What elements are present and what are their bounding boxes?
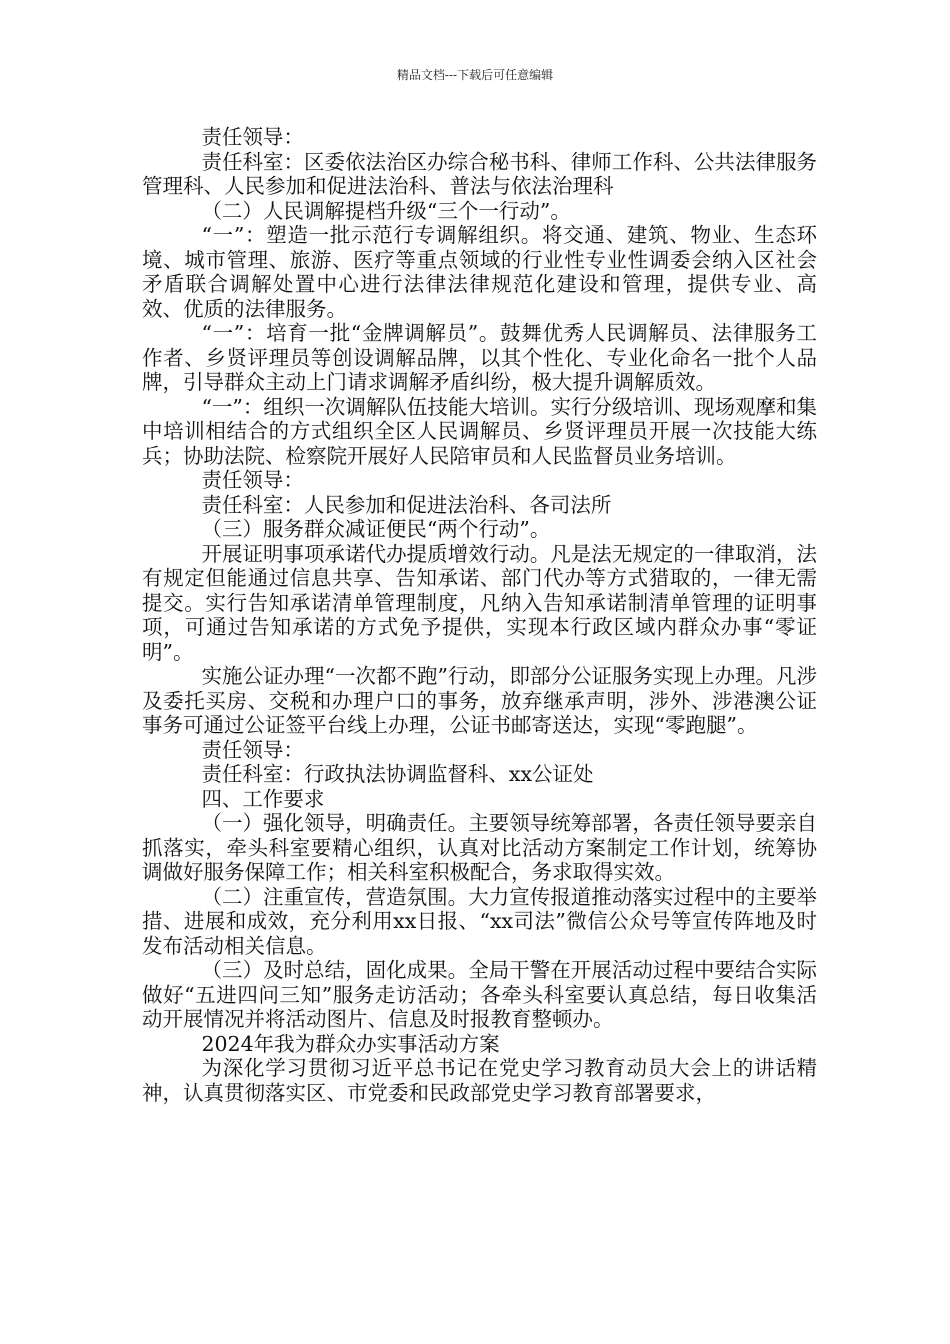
paragraph: 实施公证办理“一次都不跑”行动，即部分公证服务实现上办理。凡涉及委托买房、交税和办理户口的事务，放弃继承声明，涉外、涉港澳公证事务可通过公证签平台线上办理，公证书邮寄送达，实现“零跑腿”。 [142, 664, 817, 737]
paragraph: 责任科室：区委依法治区办综合秘书科、律师工作科、公共法律服务管理科、人民参加和促进法治科、普法与依法治理科 [142, 149, 817, 198]
paragraph: “一”：组织一次调解队伍技能大培训。实行分级培训、现场观摩和集中培训相结合的方式组织全区人民调解员、乡贤评理员开展一次技能大练兵；协助法院、检察院开展好人民陪审员和人民监督员业务培训。 [142, 394, 817, 468]
paragraph: 责任科室：人民参加和促进法治科、各司法所 [201, 492, 612, 517]
paragraph: 为深化学习贯彻习近平总书记在党史学习教育动员大会上的讲话精神，认真贯彻落实区、市党委和民政部党史学习教育部署要求， [142, 1056, 817, 1105]
section-heading: 四、工作要求 [201, 786, 325, 811]
page-header: 精品文档---下载后可任意编辑 [396, 68, 554, 82]
paragraph: （一）强化领导，明确责任。主要领导统筹部署，各责任领导要亲自抓落实，牵头科室要精心组织，认真对比活动方案制定工作计划，统筹协调做好服务保障工作；相关科室积极配合，务求取得实效。 [142, 811, 817, 884]
paragraph: （二）人民调解提档升级“三个一行动”。 [201, 198, 571, 223]
paragraph: （三）服务群众减证便民“两个行动”。 [201, 517, 551, 541]
document-body [142, 125, 817, 1105]
paragraph: （三）及时总结，固化成果。全局干警在开展活动过程中要结合实际做好“五进四问三知”服务走访活动；各牵头科室要认真总结，每日收集活动开展情况并将活动图片、信息及时报教育整顿办。 [142, 958, 817, 1031]
document-title: 2024年我为群众办实事活动方案 [201, 1031, 500, 1056]
paragraph: 责任科室：行政执法协调监督科、xx公证处 [201, 762, 594, 786]
paragraph: （二）注重宣传，营造氛围。大力宣传报道推动落实过程中的主要举措、进展和成效，充分利用xx日报、“xx司法”微信公众号等宣传阵地及时发布活动相关信息。 [142, 884, 817, 958]
paragraph: 开展证明事项承诺代办提质增效行动。凡是法无规定的一律取消，法有规定但能通过信息共享、告知承诺、部门代办等方式猎取的，一律无需提交。实行告知承诺清单管理制度，凡纳入告知承诺制清单管理的证明事项，可通过告知承诺的方式免予提供，实现本行政区域内群众办事“零证明”。 [142, 541, 817, 664]
paragraph: “一”：塑造一批示范行专调解组织。将交通、建筑、物业、生态环境、城市管理、旅游、医疗等重点领域的行业性专业性调委会纳入区社会矛盾联合调解处置中心进行法律法律规范化建设和管理，提供专业、高效、优质的法律服务。 [142, 223, 817, 321]
paragraph: 责任领导： [201, 468, 304, 492]
paragraph: 责任领导： [201, 737, 304, 762]
paragraph: “一”：培育一批“金牌调解员”。鼓舞优秀人民调解员、法律服务工作者、乡贤评理员等创设调解品牌，以其个性化、专业化命名一批个人品牌，引导群众主动上门请求调解矛盾纠纷，极大提升调解质效。 [142, 321, 817, 394]
paragraph: 责任领导： [201, 125, 304, 149]
